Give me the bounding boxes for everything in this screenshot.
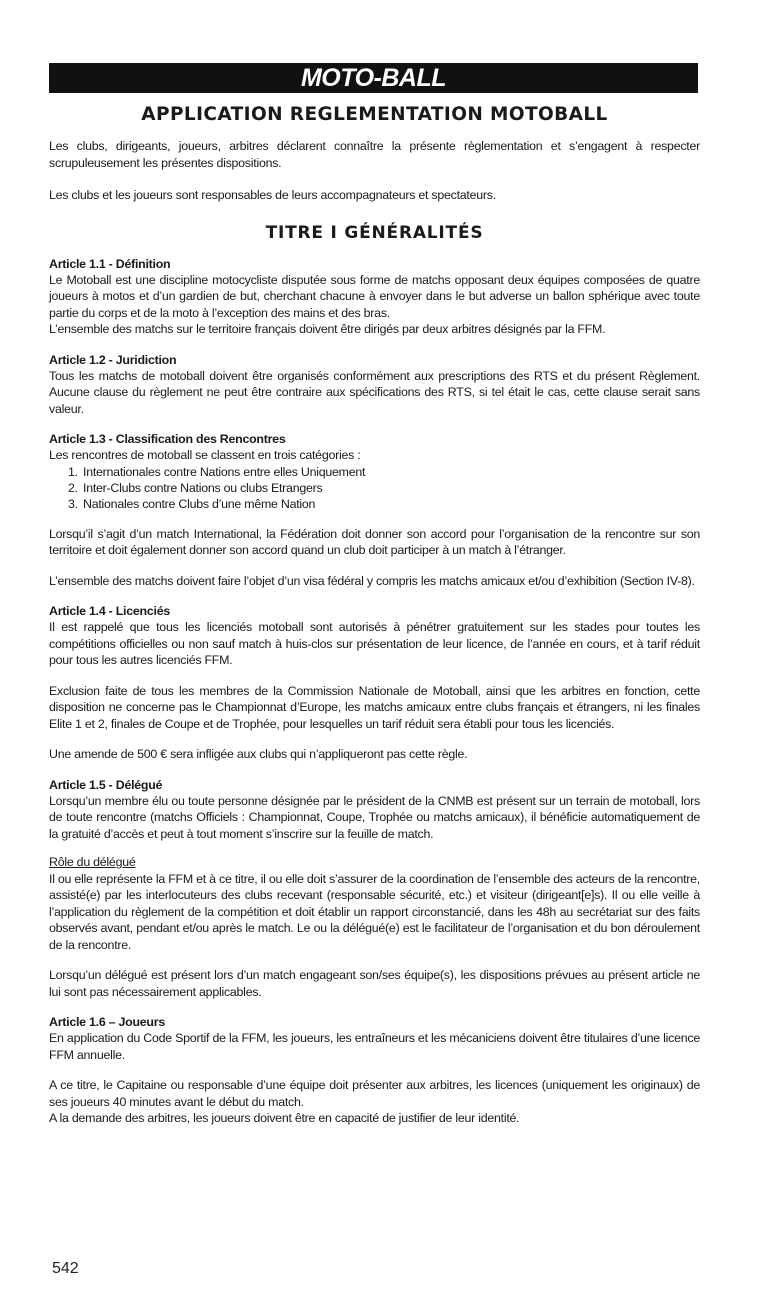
intro-paragraph-1: Les clubs, dirigeants, joueurs, arbitres déclarent connaître la présente règlementation et s’engagent à respecter scrupuleusement les présentes dispositions. (49, 139, 700, 170)
article-paragraph: Le Motoball est une discipline motocycliste disputée sous forme de matchs opposant deux équipes composées de quatre joueurs à motos et d’un gardien de but, cherchant chacune à envoyer dans le but adverse un ballon sphérique avec toute partie du corps et de la moto à l’exception des mains et des bras. (49, 272, 700, 320)
article-paragraph: Il est rappelé que tous les licenciés motoball sont autorisés à pénétrer gratuitement sur les stades pour toutes les compétitions officielles ou non sauf match à huis-clos sur présentation de leur licence, de l’année en cours, et à tarif réduit pour tous les autres licenciés FFM. (49, 620, 700, 667)
document-body (49, 100, 700, 1127)
article-paragraph: Lorsqu’un membre élu ou toute personne désignée par le président de la CNMB est présent sur un terrain de motoball, lors de toute rencontre (matchs Officiels : Championnat, Coupe, Trophée ou matchs amicaux), il bénéficie automatiquement de la gratuité d’accès et peut à tout moment s’inscrire sur la feuille de match. (49, 793, 700, 841)
section-title: TITRE I GÉNÉRALITÉS (265, 222, 484, 243)
article-paragraph: A la demande des arbitres, les joueurs doivent être en capacité de justifier de leur identité. (49, 1111, 520, 1125)
article-heading: Article 1.4 - Licenciés (49, 604, 170, 618)
intro-paragraph-2: Les clubs et les joueurs sont responsables de leurs accompagnateurs et spectateurs. (49, 188, 496, 202)
article-1-5 (49, 777, 700, 1001)
article-paragraph: Une amende de 500 € sera infligée aux clubs qui n’appliqueront pas cette règle. (49, 747, 468, 761)
article-paragraph: Il ou elle représente la FFM et à ce titre, il ou elle doit s’assurer de la coordination de l’ensemble des acteurs de la rencontre, assisté(e) par les interlocuteurs des clubs recevant (responsable sécurité, etc.) et visiteur (dirigeant[e]s). Il ou elle veille à l’application du règlement de la compétition et doit établir un rapport circonstancié, dans les 48h au secrétariat sur des faits observés avant, pendant et/ou après le match. Le ou la délégué(e) est le facilitateur de l’organisation et du bon déroulement de la rencontre. (49, 871, 700, 952)
article-heading: Article 1.5 - Délégué (49, 777, 163, 792)
article-paragraph: Lorsqu’il s’agit d’un match International, la Fédération doit donner son accord pour l’organisation de la rencontre sur son territoire et doit également donner son accord quand un club doit participer à un match à l’étranger. (49, 526, 700, 557)
subheading: Rôle du délégué (49, 855, 136, 869)
article-paragraph: L’ensemble des matchs sur le territoire français doivent être dirigés par deux arbitres désignés par la FFM. (49, 322, 606, 336)
article-heading: Article 1.1 - Définition (49, 256, 171, 271)
page-number: 542 (52, 1260, 79, 1277)
list-item: 3. Nationales contre Clubs d’une même Nation (81, 496, 700, 512)
article-1-1 (49, 256, 700, 338)
article-paragraph: Lorsqu’un délégué est présent lors d’un match engageant son/ses équipe(s), les dispositions prévues au présent article ne lui sont pas nécessairement applicables. (49, 968, 700, 999)
category-list (49, 464, 700, 512)
document-title: APPLICATION REGLEMENTATION MOTOBALL (141, 104, 608, 125)
article-1-4 (49, 603, 700, 763)
list-item: 1. Internationales contre Nations entre elles Uniquement (81, 464, 700, 480)
article-paragraph: L’ensemble des matchs doivent faire l’objet d’un visa fédéral y compris les matchs amicaux et/ou d’exhibition (Section IV-8). (49, 573, 695, 588)
article-paragraph: Exclusion faite de tous les membres de la Commission Nationale de Motoball, ainsi que les arbitres en fonction, cette disposition ne concerne pas le Championnat d’Europe, les matchs amicaux entre clubs français et étrangers, ni les finales Elite 1 et 2, finales de Coupe et de Trophée, pour lesquelles un tarif réduit sera établi pour tous les licenciés. (49, 683, 700, 731)
article-heading: Article 1.2 - Juridiction (49, 352, 177, 367)
article-1-2 (49, 352, 700, 418)
article-1-3 (49, 431, 700, 589)
list-item: 2. Inter-Clubs contre Nations ou clubs Etrangers (81, 480, 700, 496)
article-heading: Article 1.3 - Classification des Rencontres (49, 432, 286, 446)
article-1-6 (49, 1014, 700, 1127)
article-paragraph: A ce titre, le Capitaine ou responsable d’une équipe doit présenter aux arbitres, les licences (uniquement les originaux) de ses joueurs 40 minutes avant le début du match. (49, 1078, 700, 1109)
article-paragraph: Les rencontres de motoball se classent en trois catégories : (49, 448, 361, 462)
header-banner: MOTO-BALL (49, 63, 698, 93)
article-paragraph: En application du Code Sportif de la FFM, les joueurs, les entraîneurs et les mécaniciens doivent être titulaires d’une licence FFM annuelle. (49, 1031, 700, 1062)
article-heading: Article 1.6 – Joueurs (49, 1015, 165, 1029)
article-paragraph: Tous les matchs de motoball doivent être organisés conformément aux prescriptions des RTS et du présent Règlement. Aucune clause du règlement ne peut être contraire aux spécifications des RTS, si tel était le cas, cette clause serait sans valeur. (49, 368, 700, 416)
